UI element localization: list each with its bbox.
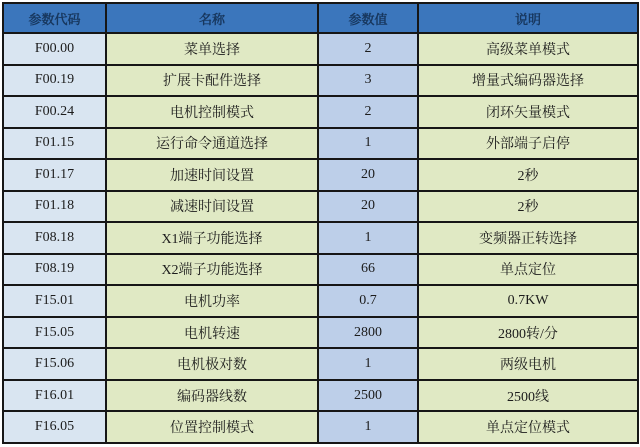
cell-desc: 变频器正转选择 [418, 222, 638, 254]
table-row [3, 65, 638, 97]
cell-desc: 外部端子启停 [418, 128, 638, 160]
cell-desc: 2500线 [418, 380, 638, 412]
column-header-name: 名称 [106, 3, 318, 33]
header-row [3, 3, 638, 33]
cell-name: 电机极对数 [106, 348, 318, 380]
cell-desc: 两级电机 [418, 348, 638, 380]
table-row [3, 348, 638, 380]
table-row [3, 285, 638, 317]
cell-value: 20 [318, 191, 418, 223]
cell-value: 2 [318, 96, 418, 128]
cell-value: 1 [318, 128, 418, 160]
cell-name: 电机控制模式 [106, 96, 318, 128]
cell-value: 1 [318, 411, 418, 443]
cell-name: 加速时间设置 [106, 159, 318, 191]
cell-code: F01.15 [3, 128, 106, 160]
table-row [3, 254, 638, 286]
cell-name: 电机转速 [106, 317, 318, 349]
cell-desc: 2秒 [418, 159, 638, 191]
cell-name: X1端子功能选择 [106, 222, 318, 254]
cell-desc: 闭环矢量模式 [418, 96, 638, 128]
cell-value: 66 [318, 254, 418, 286]
cell-name: X2端子功能选择 [106, 254, 318, 286]
cell-code: F00.19 [3, 65, 106, 97]
cell-desc: 增量式编码器选择 [418, 65, 638, 97]
cell-value: 2500 [318, 380, 418, 412]
table-row [3, 380, 638, 412]
cell-code: F15.01 [3, 285, 106, 317]
cell-name: 菜单选择 [106, 33, 318, 65]
cell-value: 1 [318, 222, 418, 254]
cell-code: F01.17 [3, 159, 106, 191]
cell-name: 位置控制模式 [106, 411, 318, 443]
table-row [3, 96, 638, 128]
cell-code: F01.18 [3, 191, 106, 223]
column-header-value: 参数值 [318, 3, 418, 33]
column-header-desc: 说明 [418, 3, 638, 33]
cell-value: 2 [318, 33, 418, 65]
table-row [3, 222, 638, 254]
parameter-table [2, 2, 639, 444]
cell-name: 减速时间设置 [106, 191, 318, 223]
cell-name: 编码器线数 [106, 380, 318, 412]
cell-name: 扩展卡配件选择 [106, 65, 318, 97]
cell-desc: 单点定位模式 [418, 411, 638, 443]
cell-code: F15.06 [3, 348, 106, 380]
cell-desc: 单点定位 [418, 254, 638, 286]
cell-name: 电机功率 [106, 285, 318, 317]
table-row [3, 317, 638, 349]
cell-value: 1 [318, 348, 418, 380]
cell-desc: 2秒 [418, 191, 638, 223]
cell-code: F00.24 [3, 96, 106, 128]
cell-value: 3 [318, 65, 418, 97]
cell-code: F15.05 [3, 317, 106, 349]
cell-code: F00.00 [3, 33, 106, 65]
cell-value: 20 [318, 159, 418, 191]
cell-name: 运行命令通道选择 [106, 128, 318, 160]
cell-desc: 2800转/分 [418, 317, 638, 349]
cell-code: F16.01 [3, 380, 106, 412]
table-row [3, 159, 638, 191]
table-row [3, 128, 638, 160]
cell-desc: 高级菜单模式 [418, 33, 638, 65]
cell-value: 0.7 [318, 285, 418, 317]
cell-code: F16.05 [3, 411, 106, 443]
column-header-code: 参数代码 [3, 3, 106, 33]
cell-code: F08.19 [3, 254, 106, 286]
cell-value: 2800 [318, 317, 418, 349]
cell-code: F08.18 [3, 222, 106, 254]
table-row [3, 33, 638, 65]
table-row [3, 191, 638, 223]
cell-desc: 0.7KW [418, 285, 638, 317]
table-row [3, 411, 638, 443]
